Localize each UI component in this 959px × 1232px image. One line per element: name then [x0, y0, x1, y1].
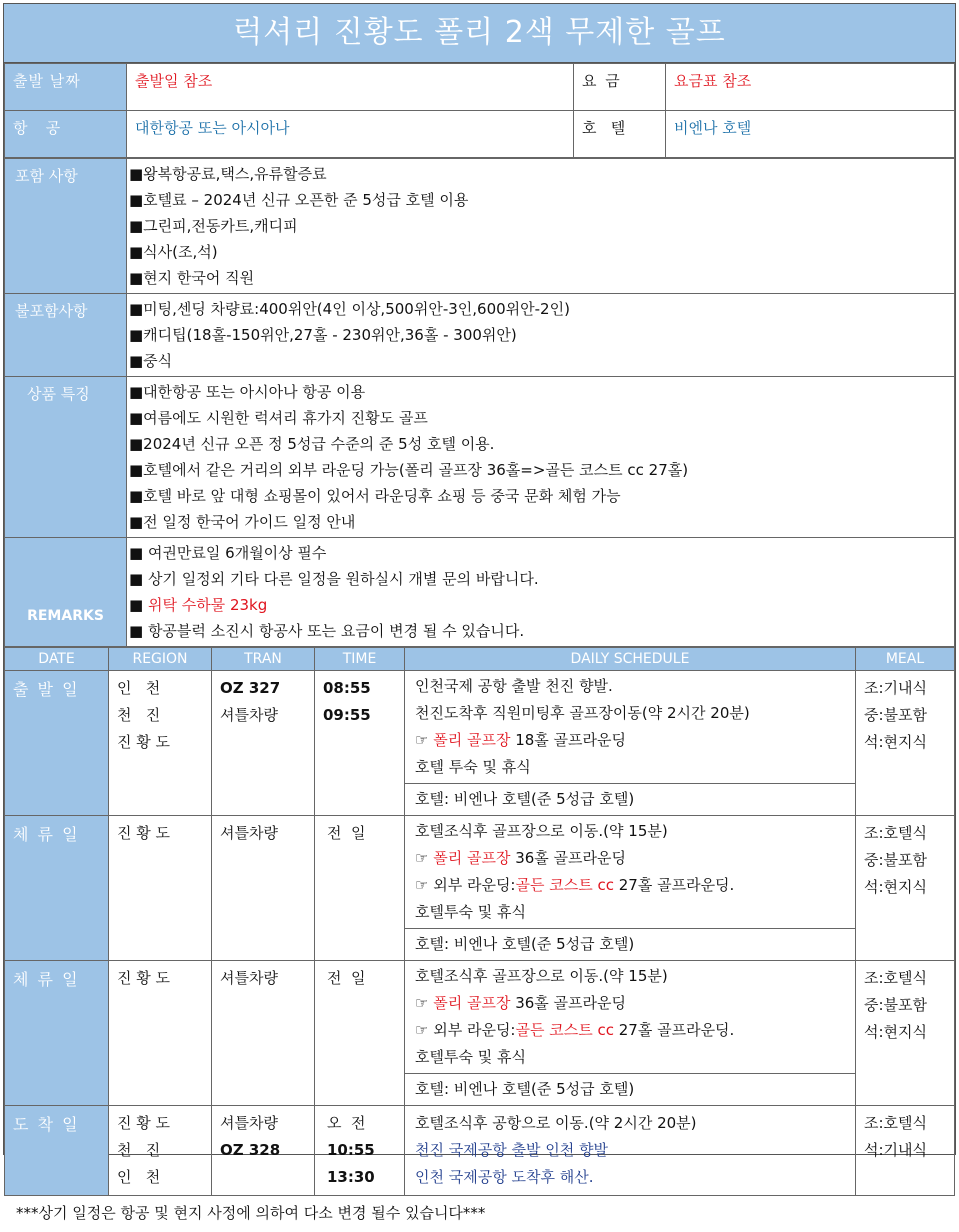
- page-title: 럭셔리 진황도 폴리 2색 무제한 골프: [4, 4, 955, 63]
- time: 08:55: [323, 679, 371, 697]
- meal: 석:현지식: [864, 733, 928, 751]
- schedule-line: [415, 727, 845, 754]
- time: 전 일: [327, 824, 366, 842]
- schedule-text: 36홀 골프라운딩: [510, 849, 627, 867]
- time: 10:55: [327, 1141, 375, 1159]
- info-table: [4, 63, 955, 158]
- list-item: ■전 일정 한국어 가이드 일정 안내: [129, 513, 356, 531]
- list-item: ■미팅,센딩 차량료:400위안(4인 이상,500위안-3인,600위안-2인): [129, 300, 570, 318]
- daily-schedule-cell: [405, 671, 856, 816]
- list-item: ■중식: [129, 352, 173, 370]
- schedule-row-day4: [5, 1106, 955, 1196]
- schedule-line: 인천국제 공항 출발 천진 향발.: [415, 677, 613, 695]
- schedule-line: 호텔투숙 및 휴식: [415, 1048, 526, 1066]
- meal: 중:불포함: [864, 851, 928, 869]
- schedule-text: 36홀 골프라운딩: [510, 994, 627, 1012]
- remarks-label: REMARKS: [5, 538, 127, 647]
- schedule-line: [415, 845, 845, 872]
- price-label: 요 금: [574, 64, 666, 111]
- time: 09:55: [323, 706, 371, 724]
- baggage-allowance: 위탁 수하물 23kg: [147, 596, 268, 614]
- daily-schedule-cell: [405, 816, 856, 961]
- schedule-text: ☞ 외부 라운딩:: [415, 1021, 516, 1039]
- list-item: ■2024년 신규 오픈 정 5성급 수준의 준 5성 호텔 이용.: [129, 435, 495, 453]
- schedule-line: 천진도착후 직원미팅후 골프장이동(약 2시간 20분): [415, 704, 750, 722]
- time-cell: [315, 671, 405, 816]
- daily-schedule-cell: [405, 961, 856, 1106]
- time-cell: [315, 961, 405, 1106]
- golf-course: 폴리 골프장: [433, 731, 511, 749]
- schedule-line: 호텔조식후 공항으로 이동.(약 2시간 20분): [415, 1114, 697, 1132]
- excluded-label: 불포함사항: [5, 294, 127, 377]
- hotel-line: 호텔: 비엔나 호텔(준 5성급 호텔): [405, 1073, 855, 1105]
- departure-value: 출발일 참조: [127, 64, 574, 111]
- region: 진 황 도: [117, 824, 171, 842]
- golf-course: 폴리 골프장: [433, 994, 511, 1012]
- schedule-line: 인천 국제공항 도착후 해산.: [415, 1168, 594, 1186]
- header-daily-schedule: DAILY SCHEDULE: [405, 648, 856, 671]
- schedule-line: [415, 990, 845, 1017]
- list-item: ■호텔료 – 2024년 신규 오픈한 준 5성급 호텔 이용: [129, 191, 469, 209]
- list-item: ■그린피,전동카트,캐디피: [129, 217, 298, 235]
- meal-cell: [856, 961, 955, 1106]
- region: 진 황 도: [117, 733, 171, 751]
- tran-cell: [212, 961, 315, 1106]
- transport: 셔틀차량: [220, 706, 278, 724]
- list-item: ■호텔 바로 앞 대형 쇼핑몰이 있어서 라운딩후 쇼핑 등 중국 문화 체험 가능: [129, 487, 621, 505]
- remark-item: [129, 592, 952, 618]
- time: 13:30: [327, 1168, 375, 1186]
- day-label: 출 발 일: [5, 671, 109, 816]
- region: 천 진: [117, 706, 161, 724]
- golf-course: 골든 코스트 cc: [515, 1021, 614, 1039]
- region: 진 황 도: [117, 1114, 171, 1132]
- remark-prefix: ■: [129, 596, 148, 614]
- footer-note: ***상기 일정은 항공 및 현지 사정에 의하여 다소 변경 될수 있습니다***: [16, 1204, 486, 1222]
- price-value: 요금표 참조: [666, 64, 955, 111]
- schedule-line: 천진 국제공항 출발 인천 향발: [415, 1141, 608, 1159]
- region: 인 천: [117, 1168, 161, 1186]
- region: 천 진: [117, 1141, 161, 1159]
- tran-cell: [212, 671, 315, 816]
- features-label: 상품 특징: [5, 377, 127, 538]
- meal: 조:호텔식: [864, 1114, 928, 1132]
- schedule-line: 호텔 투숙 및 휴식: [415, 758, 531, 776]
- features-list: [127, 377, 955, 538]
- transport: 셔틀차량: [220, 969, 278, 987]
- schedule-line: 호텔조식후 골프장으로 이동.(약 15분): [415, 822, 668, 840]
- meal-cell: [856, 1106, 955, 1196]
- day-label: 체 류 일: [5, 816, 109, 961]
- schedule-row-day2: [5, 816, 955, 961]
- schedule-text: 27홀 골프라운딩.: [613, 1021, 735, 1039]
- hotel-line: 호텔: 비엔나 호텔(준 5성급 호텔): [405, 783, 855, 815]
- itinerary-page: [3, 3, 956, 1222]
- schedule-line: 호텔조식후 골프장으로 이동.(약 15분): [415, 967, 668, 985]
- details-table: [4, 158, 955, 647]
- region: 인 천: [117, 679, 161, 697]
- list-item: ■호텔에서 같은 거리의 외부 라운딩 가능(폴리 골프장 36홀=>골든 코스트 cc 27홀): [129, 461, 689, 479]
- hotel-value: 비엔나 호텔: [666, 111, 955, 158]
- excluded-list: [127, 294, 955, 377]
- flight-number: OZ 328: [220, 1141, 281, 1159]
- header-time: TIME: [315, 648, 405, 671]
- transport: 셔틀차량: [220, 824, 278, 842]
- time: 오 전: [327, 1114, 366, 1132]
- list-item: ■왕복항공료,택스,유류할증료: [129, 165, 327, 183]
- remark-item: ■ 상기 일정외 기타 다른 일정을 원하실시 개별 문의 바랍니다.: [129, 570, 539, 588]
- day-label: 도 착 일: [5, 1106, 109, 1196]
- hotel-label: 호 텔: [574, 111, 666, 158]
- airline-label: 항 공: [5, 111, 127, 158]
- time-cell: [315, 816, 405, 961]
- schedule-row-day1: [5, 671, 955, 816]
- pointer-icon: ☞: [415, 731, 434, 749]
- schedule-table: [4, 647, 955, 1196]
- departure-label: 출발 날짜: [5, 64, 127, 111]
- time-cell: [315, 1106, 405, 1196]
- meal: 조:기내식: [864, 679, 928, 697]
- pointer-icon: ☞: [415, 849, 434, 867]
- tran-cell: [212, 816, 315, 961]
- time: 전 일: [327, 969, 366, 987]
- golf-course: 골든 코스트 cc: [515, 876, 614, 894]
- tran-cell: [212, 1106, 315, 1196]
- schedule-line: [415, 872, 845, 899]
- day-label: 체 류 일: [5, 961, 109, 1106]
- airline-value: 대한항공 또는 아시아나: [127, 111, 574, 158]
- region-cell: [109, 671, 212, 816]
- included-label: 포함 사항: [5, 159, 127, 294]
- meal-cell: [856, 671, 955, 816]
- transport: 셔틀차량: [220, 1114, 278, 1132]
- header-meal: MEAL: [856, 648, 955, 671]
- meal-cell: [856, 816, 955, 961]
- list-item: ■현지 한국어 직원: [129, 269, 255, 287]
- golf-course: 폴리 골프장: [433, 849, 511, 867]
- remark-item: ■ 항공블럭 소진시 항공사 또는 요금이 변경 될 수 있습니다.: [129, 622, 525, 640]
- meal: 조:호텔식: [864, 824, 928, 842]
- pointer-icon: ☞: [415, 994, 434, 1012]
- daily-schedule-cell: [405, 1106, 856, 1196]
- region-cell: [109, 961, 212, 1106]
- schedule-line: [415, 1017, 845, 1044]
- flight-number: OZ 327: [220, 679, 281, 697]
- region-cell: [109, 1106, 212, 1196]
- meal: 중:불포함: [864, 996, 928, 1014]
- meal: 석:현지식: [864, 1023, 928, 1041]
- schedule-row-day3: [5, 961, 955, 1106]
- hotel-line: 호텔: 비엔나 호텔(준 5성급 호텔): [405, 928, 855, 960]
- schedule-text: ☞ 외부 라운딩:: [415, 876, 516, 894]
- included-list: [127, 159, 955, 294]
- schedule-line: 호텔투숙 및 휴식: [415, 903, 526, 921]
- list-item: ■여름에도 시원한 럭셔리 휴가지 진황도 골프: [129, 409, 428, 427]
- schedule-text: 27홀 골프라운딩.: [613, 876, 735, 894]
- header-date: DATE: [5, 648, 109, 671]
- list-item: ■캐디팁(18홀-150위안,27홀 - 230위안,36홀 - 300위안): [129, 326, 517, 344]
- remarks-list: [127, 538, 955, 647]
- schedule-text: 18홀 골프라운딩: [510, 731, 627, 749]
- region-cell: [109, 816, 212, 961]
- header-region: REGION: [109, 648, 212, 671]
- meal: 조:호텔식: [864, 969, 928, 987]
- header-tran: TRAN: [212, 648, 315, 671]
- list-item: ■식사(조,석): [129, 243, 218, 261]
- meal: 석:현지식: [864, 878, 928, 896]
- meal: 석:기내식: [864, 1141, 928, 1159]
- list-item: ■대한항공 또는 아시아나 항공 이용: [129, 383, 366, 401]
- remark-item: ■ 여권만료일 6개월이상 필수: [129, 544, 327, 562]
- meal: 중:불포함: [864, 706, 928, 724]
- region: 진 황 도: [117, 969, 171, 987]
